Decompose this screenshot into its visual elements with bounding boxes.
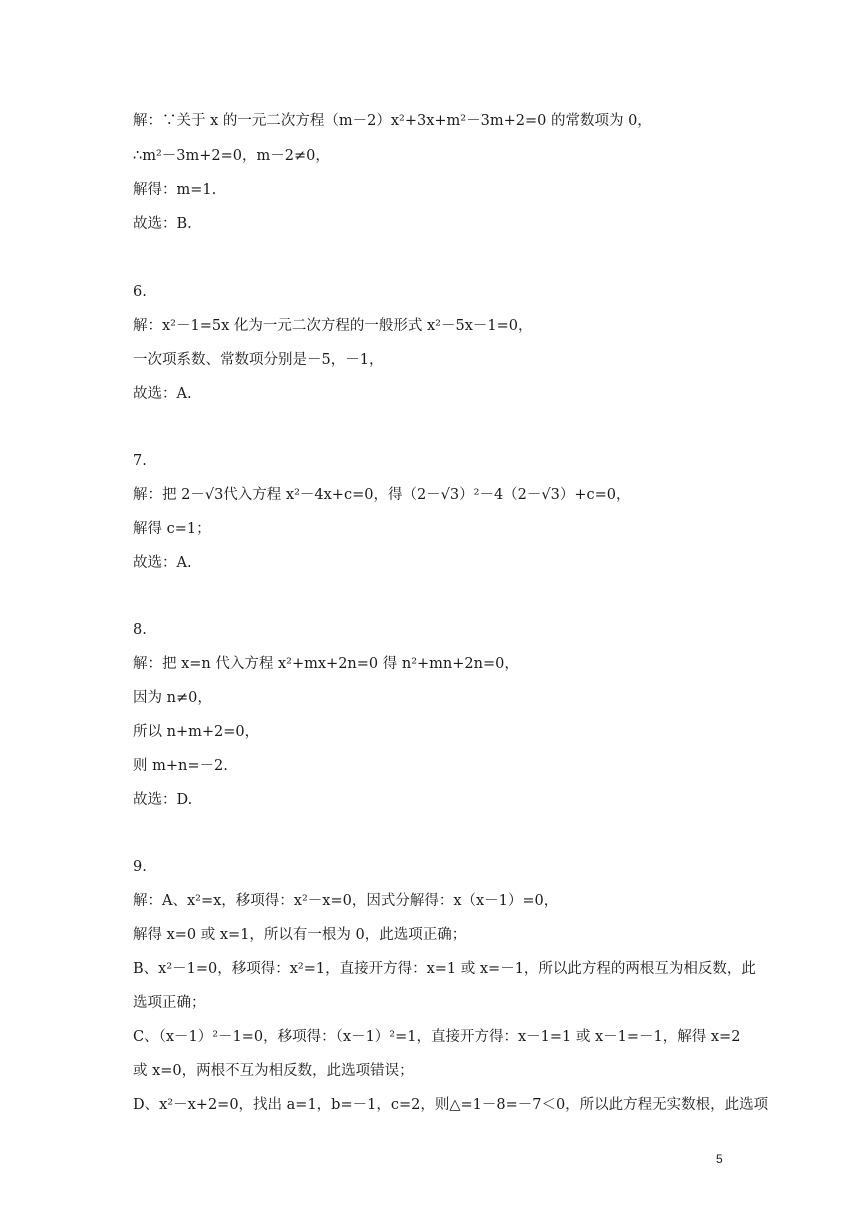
question-number: 6. [133,284,147,300]
solution-line: 故选：A. [133,386,192,402]
solution-line: 一次项系数、常数项分别是－5，－1， [133,352,384,368]
solution-line: C、（x－1）²－1=0，移项得：（x－1）²=1，直接开方得：x－1=1 或 x－1=－1，解得 x=2 [133,1029,741,1045]
solution-line: 故选：D. [133,792,193,808]
solution-line: 或 x=0，两根不互为相反数，此选项错误； [133,1063,414,1079]
solution-line: D、x²－x+2=0，找出 a=1，b=－1，c=2，则△=1－8=－7＜0，所以此方程无实数根，此选项 [133,1097,769,1113]
solution-line: 所以 n+m+2=0， [133,724,260,740]
solution-line: 故选：B. [133,216,192,232]
solution-line: 解：∵关于 x 的一元二次方程（m－2）x²+3x+m²－3m+2=0 的常数项为 0， [133,113,652,129]
solution-line: 解：把 2－√3代入方程 x²－4x+c=0，得（2－√3）²－4（2－√3）+c=0， [133,487,631,503]
solution-line: 解得：m=1. [133,182,217,198]
solution-line: 故选：A. [133,555,192,571]
question-number: 8. [133,622,147,638]
solution-line: 解得 x=0 或 x=1，所以有一根为 0，此选项正确； [133,927,467,943]
solution-line: ∴m²－3m+2=0，m－2≠0， [133,148,330,164]
question-number: 9. [133,859,147,875]
solution-line: 解：x²－1=5x 化为一元二次方程的一般形式 x²－5x－1=0， [133,318,533,334]
solution-line: 则 m+n=－2. [133,758,228,774]
solution-line: 解：A、x²=x，移项得：x²－x=0，因式分解得：x（x－1）=0， [133,893,559,909]
solution-line: 解：把 x=n 代入方程 x²+mx+2n=0 得 n²+mn+2n=0， [133,656,519,672]
solution-line: B、x²－1=0，移项得：x²=1，直接开方得：x=1 或 x=－1，所以此方程的两根互为相反数，此 [133,961,756,977]
page-number: 5 [716,1152,723,1166]
question-number: 7. [133,453,147,469]
solution-line: 因为 n≠0， [133,690,212,706]
solution-line: 解得 c=1； [133,521,211,537]
solution-line: 选项正确； [133,995,206,1011]
